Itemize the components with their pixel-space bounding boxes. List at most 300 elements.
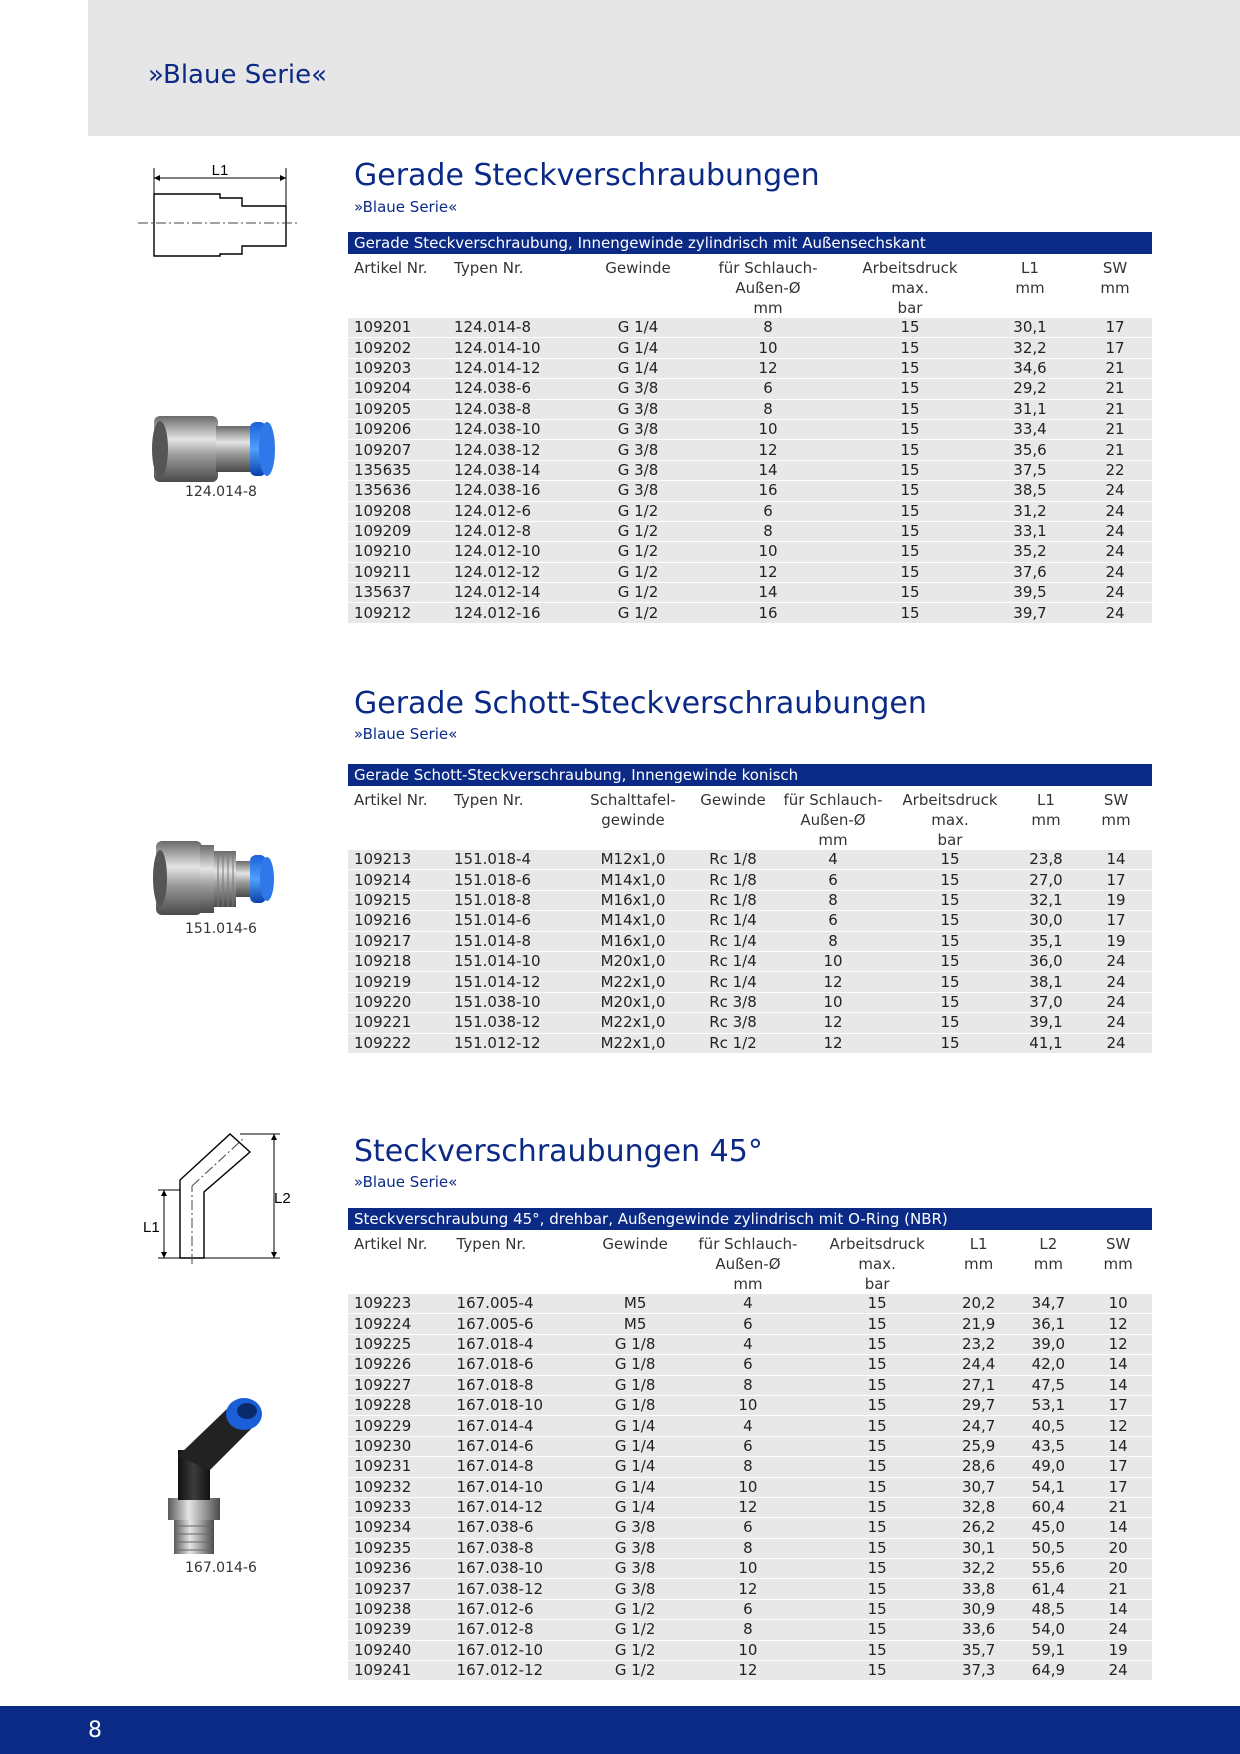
table-cell: 15 [888,870,1012,890]
table-cell: 10 [778,951,888,971]
table-row [348,1599,1152,1619]
table-row [348,419,1152,439]
column-header: Gewinde [605,259,671,277]
table-cell: 19 [1084,1640,1152,1660]
table-cell: 167.005-6 [451,1314,584,1334]
table-cell: 37,0 [1012,992,1080,1012]
table-cell: 151.018-6 [448,870,578,890]
table-cell: 167.012-8 [451,1620,584,1640]
table-cell: 35,6 [982,440,1078,460]
table-cell: 124.012-8 [448,521,578,541]
table-cell: G 1/2 [584,1640,687,1660]
table-cell: 167.005-4 [451,1294,584,1314]
table-cell: 15 [838,542,982,562]
table-cell: M14x1,0 [578,911,688,931]
table-cell: G 1/4 [584,1497,687,1517]
table-cell: 109216 [348,911,448,931]
table-cell: 10 [1084,1294,1152,1314]
table-cell: 15 [809,1497,944,1517]
table-cell: 12 [686,1661,809,1681]
table-cell: 24 [1078,501,1152,521]
table-cell: 124.012-6 [448,501,578,521]
table-cell: G 1/4 [578,358,698,378]
table-cell: 15 [838,501,982,521]
table-cell: 8 [686,1457,809,1477]
table-cell: 15 [809,1518,944,1538]
table-cell: G 1/2 [584,1661,687,1681]
table-row [348,1436,1152,1456]
table-row [348,1294,1152,1314]
header-band [88,0,1240,136]
table-row [348,583,1152,603]
table-cell: G 1/2 [578,562,698,582]
table-cell: 109228 [348,1395,451,1415]
table-cell: G 3/8 [578,399,698,419]
table-cell: G 1/4 [578,318,698,338]
table-cell: 12 [1084,1334,1152,1354]
table-cell: 24 [1080,992,1152,1012]
table-cell: 21 [1078,399,1152,419]
table-cell: 109202 [348,338,448,358]
table-cell: 14 [698,460,838,480]
product-image-straight-fitting [150,410,290,490]
table-cell: 15 [809,1477,944,1497]
table-cell: 6 [686,1314,809,1334]
table-cell: Rc 1/4 [688,931,778,951]
table-cell: Rc 1/8 [688,850,778,870]
table-cell: 109223 [348,1294,451,1314]
table-cell: 167.018-4 [451,1334,584,1354]
table-cell: 15 [838,338,982,358]
table-cell: 15 [809,1559,944,1579]
table-cell: 21 [1084,1579,1152,1599]
table-cell: 12 [1084,1314,1152,1334]
table-cell: 22 [1078,460,1152,480]
table-row [348,870,1152,890]
table-cell: 15 [838,583,982,603]
column-header: SW mm [1103,1235,1133,1273]
table-cell: 109238 [348,1599,451,1619]
table-cell: 12 [698,440,838,460]
table-cell: 29,2 [982,379,1078,399]
table-cell: 24,7 [945,1416,1013,1436]
table-cell: 47,5 [1012,1375,1084,1395]
table-cell: 10 [698,338,838,358]
table-caption: Gerade Steckverschraubung, Innengewinde zylindrisch mit Außensechskant [348,232,1152,254]
table-cell: 10 [778,992,888,1012]
table-cell: 14 [1084,1375,1152,1395]
product-caption: 167.014-6 [185,1560,257,1576]
table-cell: 109206 [348,419,448,439]
table-cell: M22x1,0 [578,1013,688,1033]
table-row [348,1620,1152,1640]
column-header: SW mm [1101,791,1131,829]
table-cell: 24 [1080,1013,1152,1033]
table-cell: 6 [686,1599,809,1619]
table-row [348,1497,1152,1517]
table-cell: 167.012-12 [451,1661,584,1681]
table-cell: 124.038-6 [448,379,578,399]
table-cell: 35,1 [1012,931,1080,951]
table-cell: G 1/8 [584,1375,687,1395]
table-cell: 109208 [348,501,448,521]
table-cell: 15 [809,1314,944,1334]
table-cell: 124.012-14 [448,583,578,603]
table-cell: 37,3 [945,1661,1013,1681]
column-header: Gewinde [700,791,766,809]
table-cell: 17 [1084,1477,1152,1497]
table-cell: 53,1 [1012,1395,1084,1415]
table-cell: 109231 [348,1457,451,1477]
table-cell: 14 [698,583,838,603]
table-cell: Rc 1/4 [688,911,778,931]
table-cell: 8 [686,1538,809,1558]
table-cell: 27,1 [945,1375,1013,1395]
table-cell: 109233 [348,1497,451,1517]
table-cell: G 1/2 [578,501,698,521]
table-cell: 109240 [348,1640,451,1660]
table-cell: 124.038-14 [448,460,578,480]
column-header: Artikel Nr. [354,1235,428,1253]
table-cell: 12 [686,1579,809,1599]
table-cell: 8 [778,890,888,910]
table-cell: 24 [1078,521,1152,541]
table-row [348,521,1152,541]
table-cell: 124.038-10 [448,419,578,439]
table-cell: 17 [1080,870,1152,890]
table-cell: 124.012-10 [448,542,578,562]
table-row [348,399,1152,419]
table-cell: 25,9 [945,1436,1013,1456]
table-cell: 167.018-6 [451,1355,584,1375]
table-cell: 49,0 [1012,1457,1084,1477]
table-row [348,562,1152,582]
table-cell: 34,7 [1012,1294,1084,1314]
column-header: Gewinde [602,1235,668,1253]
table-cell: 16 [698,603,838,623]
table-cell: 109212 [348,603,448,623]
section-subtitle: »Blaue Serie« [354,725,458,743]
table-cell: 61,4 [1012,1579,1084,1599]
table-cell: 32,8 [945,1497,1013,1517]
table-row [348,1416,1152,1436]
product-caption: 151.014-6 [185,921,257,937]
table-cell: 109236 [348,1559,451,1579]
table-cell: Rc 1/8 [688,890,778,910]
table-cell: 124.038-12 [448,440,578,460]
table-cell: 109205 [348,399,448,419]
table-cell: 10 [686,1477,809,1497]
table-cell: G 1/2 [578,521,698,541]
table-cell: 109224 [348,1314,451,1334]
table-cell: 21 [1078,358,1152,378]
table-cell: 15 [888,850,1012,870]
table-cell: 38,5 [982,481,1078,501]
table-cell: 15 [809,1416,944,1436]
table-cell: 8 [698,318,838,338]
drawing-label-l1: L1 [211,162,229,179]
table-cell: 37,5 [982,460,1078,480]
table-cell: 21 [1078,440,1152,460]
table-cell: 41,1 [1012,1033,1080,1053]
table-cell: 38,1 [1012,972,1080,992]
table-cell: 109217 [348,931,448,951]
table-cell: 109215 [348,890,448,910]
column-header: für Schlauch- Außen-Ø mm [698,1235,798,1293]
table-cell: 33,6 [945,1620,1013,1640]
table-cell: Rc 3/8 [688,1013,778,1033]
table-cell: 124.014-12 [448,358,578,378]
table-cell: G 1/4 [584,1477,687,1497]
table-cell: G 3/8 [578,481,698,501]
table-row [348,1640,1152,1660]
table-cell: 32,2 [982,338,1078,358]
table-cell: 31,2 [982,501,1078,521]
product-table [348,232,1152,624]
table-cell: 167.014-6 [451,1436,584,1456]
table-row [348,501,1152,521]
table-row [348,358,1152,378]
table-row [348,379,1152,399]
table-cell: 24 [1080,951,1152,971]
table-cell: 14 [1084,1355,1152,1375]
product-caption: 124.014-8 [185,484,257,500]
table-cell: 24 [1078,542,1152,562]
table-cell: 30,1 [945,1538,1013,1558]
table-cell: M12x1,0 [578,850,688,870]
table-cell: G 1/4 [584,1457,687,1477]
table-cell: 167.038-6 [451,1518,584,1538]
column-header: Arbeitsdruck max. bar [829,1235,925,1293]
table-cell: 60,4 [1012,1497,1084,1517]
table-cell: G 3/8 [584,1538,687,1558]
table-cell: 10 [698,542,838,562]
section-title: Steckverschraubungen 45° [354,1134,763,1169]
table-cell: 21 [1078,419,1152,439]
table-cell: 15 [888,931,1012,951]
table-cell: 6 [686,1518,809,1538]
footer-band [0,1706,1240,1754]
table-cell: G 3/8 [584,1518,687,1538]
table-cell: 23,2 [945,1334,1013,1354]
table-cell: 42,0 [1012,1355,1084,1375]
table-cell: 15 [809,1640,944,1660]
table-cell: 135637 [348,583,448,603]
table-cell: 109221 [348,1013,448,1033]
table-cell: 24 [1078,562,1152,582]
table-cell: 39,5 [982,583,1078,603]
table-cell: 17 [1080,911,1152,931]
table-cell: 14 [1084,1436,1152,1456]
table-cell: 30,7 [945,1477,1013,1497]
table-cell: G 1/2 [584,1599,687,1619]
table-cell: 32,1 [1012,890,1080,910]
table-row [348,1375,1152,1395]
table-cell: 33,8 [945,1579,1013,1599]
table-cell: 12 [778,972,888,992]
table-row [348,338,1152,358]
table-cell: G 3/8 [584,1559,687,1579]
table-cell: 31,1 [982,399,1078,419]
section-title: Gerade Steckverschraubungen [354,158,820,193]
table-cell: 109218 [348,951,448,971]
table-row [348,1314,1152,1334]
page-number: 8 [88,1718,102,1743]
table-cell: 109225 [348,1334,451,1354]
table-row [348,1579,1152,1599]
table-cell: 12 [698,562,838,582]
column-header: SW mm [1100,259,1130,297]
table-cell: G 1/4 [578,338,698,358]
table-cell: 15 [809,1457,944,1477]
table-row [348,992,1152,1012]
table-cell: 109241 [348,1661,451,1681]
table-cell: 10 [686,1559,809,1579]
table-cell: G 1/8 [584,1395,687,1415]
table-cell: 10 [686,1640,809,1660]
table-cell: 35,2 [982,542,1078,562]
table-header-row [348,1230,1152,1294]
table-cell: 15 [809,1375,944,1395]
table-cell: 15 [838,481,982,501]
table-cell: 4 [686,1334,809,1354]
table-cell: 15 [838,603,982,623]
table-cell: 15 [838,399,982,419]
table-cell: 15 [809,1355,944,1375]
table-row [348,460,1152,480]
table-cell: 109234 [348,1518,451,1538]
table-cell: M5 [584,1294,687,1314]
table-cell: 167.038-8 [451,1538,584,1558]
table-cell: 30,0 [1012,911,1080,931]
table-cell: 167.018-10 [451,1395,584,1415]
table-cell: 54,1 [1012,1477,1084,1497]
table-row [348,1559,1152,1579]
table-cell: 109230 [348,1436,451,1456]
table-cell: 6 [778,870,888,890]
table-cell: 4 [686,1416,809,1436]
table-cell: 15 [888,972,1012,992]
table-cell: 30,9 [945,1599,1013,1619]
dimension-drawing-45-degree [140,1130,300,1270]
table-cell: 15 [809,1661,944,1681]
table-row [348,972,1152,992]
table-cell: 4 [686,1294,809,1314]
table-cell: 167.018-8 [451,1375,584,1395]
table-cell: 27,0 [1012,870,1080,890]
table-cell: 24 [1084,1620,1152,1640]
table-cell: 24 [1084,1661,1152,1681]
table-cell: G 1/8 [584,1334,687,1354]
table-cell: 151.014-6 [448,911,578,931]
table-cell: 8 [698,521,838,541]
table-cell: 15 [838,440,982,460]
table-cell: 15 [809,1294,944,1314]
table-cell: G 3/8 [578,440,698,460]
table-cell: 15 [888,1013,1012,1033]
table-cell: 151.018-4 [448,850,578,870]
table-cell: 151.012-12 [448,1033,578,1053]
table-cell: 15 [888,911,1012,931]
table-cell: 50,5 [1012,1538,1084,1558]
table-cell: G 1/8 [584,1355,687,1375]
column-header: L1 mm [964,1235,994,1273]
table-cell: Rc 3/8 [688,992,778,1012]
table-cell: 10 [698,419,838,439]
drawing-label-l2: L2 [274,1190,291,1207]
table-cell: 19 [1080,890,1152,910]
table-cell: 39,0 [1012,1334,1084,1354]
table-row [348,542,1152,562]
table-cell: 26,2 [945,1518,1013,1538]
table-cell: 17 [1078,338,1152,358]
column-header: L1 mm [1015,259,1045,297]
table-row [348,1334,1152,1354]
table-cell: 15 [809,1538,944,1558]
table-cell: 6 [698,379,838,399]
table-cell: 8 [778,931,888,951]
table-cell: 15 [838,358,982,378]
table-cell: 167.014-10 [451,1477,584,1497]
table-cell: 20 [1084,1559,1152,1579]
table-cell: 15 [809,1436,944,1456]
product-image-45-degree-fitting [160,1390,280,1560]
table-cell: 15 [838,562,982,582]
table-cell: 33,4 [982,419,1078,439]
table-cell: 12 [686,1497,809,1517]
table-cell: 39,7 [982,603,1078,623]
table-cell: 124.038-16 [448,481,578,501]
table-cell: G 3/8 [578,379,698,399]
table-cell: 151.018-8 [448,890,578,910]
table-cell: 48,5 [1012,1599,1084,1619]
table-cell: G 1/2 [584,1620,687,1640]
table-row [348,911,1152,931]
table-cell: 124.014-10 [448,338,578,358]
table-cell: 12 [1084,1416,1152,1436]
table-cell: 12 [698,358,838,378]
table-cell: G 3/8 [578,419,698,439]
table-cell: 24 [1078,481,1152,501]
table-row [348,440,1152,460]
table-cell: 109201 [348,318,448,338]
table-cell: 109220 [348,992,448,1012]
table-cell: 8 [686,1620,809,1640]
table-cell: 21 [1078,379,1152,399]
table-cell: 8 [686,1375,809,1395]
table-caption: Steckverschraubung 45°, drehbar, Außengewinde zylindrisch mit O-Ring (NBR) [348,1208,1152,1230]
table-cell: 15 [888,890,1012,910]
table-cell: 39,1 [1012,1013,1080,1033]
table-cell: M16x1,0 [578,890,688,910]
table-cell: 109237 [348,1579,451,1599]
table-cell: 167.014-8 [451,1457,584,1477]
table-cell: 14 [1080,850,1152,870]
table-cell: 45,0 [1012,1518,1084,1538]
table-row [348,1355,1152,1375]
table-row [348,1013,1152,1033]
table-cell: 109209 [348,521,448,541]
table-cell: 15 [838,419,982,439]
table-cell: 15 [809,1579,944,1599]
table-cell: 109214 [348,870,448,890]
table-cell: 135636 [348,481,448,501]
table-caption: Gerade Schott-Steckverschraubung, Innengewinde konisch [348,764,1152,786]
table-cell: 167.014-12 [451,1497,584,1517]
table-cell: M20x1,0 [578,951,688,971]
table-row [348,850,1152,870]
table-cell: 124.012-12 [448,562,578,582]
